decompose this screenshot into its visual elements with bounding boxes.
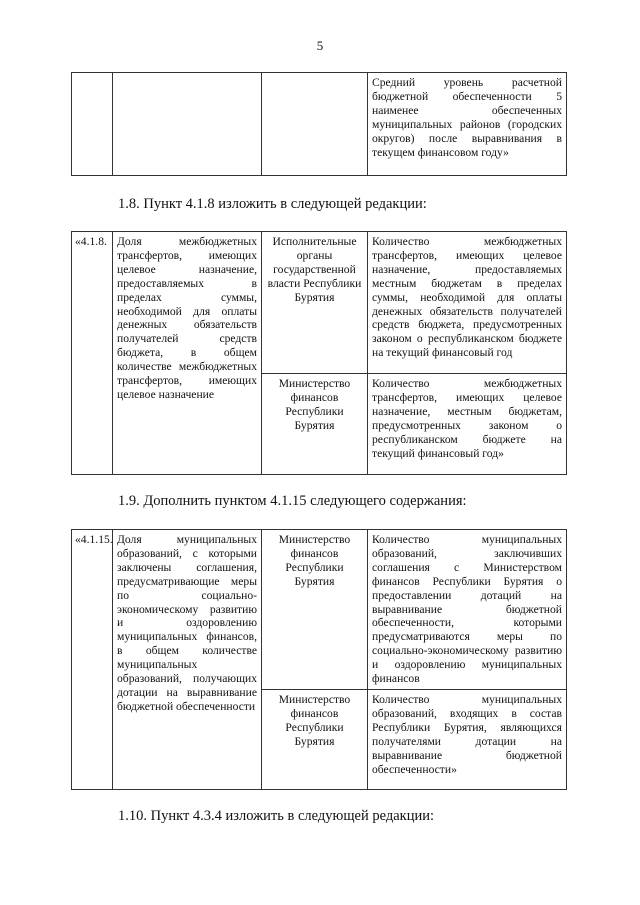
responsible-cell: Министерство финансов Республики Бурятия [262,374,368,475]
item-number: «4.1.15. [72,530,113,790]
formula-cell: Количество межбюджетных трансфертов, имеющих целевое назначение, местным бюджетам, предусмотренных законом о республиканском бюджете на текущий финансовый год» [368,374,567,475]
section-heading-1-8: 1.8. Пункт 4.1.8 изложить в следующей редакции: [118,196,427,212]
empty-cell [72,73,113,176]
responsible-cell: Министерство финансов Республики Бурятия [262,530,368,690]
page-number: 5 [316,38,324,53]
table-4-1-8 [71,231,567,475]
table-4-1-15 [71,529,567,790]
indicator-cell: Доля муниципальных образований, с которыми заключены соглашения, предусматривающие меры по социально-экономическому развитию и оздоровлению муниципальных финансов, в общем количестве муниципальных образований, получающих дотации на выравнивание бюджетной обеспеченности [113,530,262,790]
formula-cell: Количество межбюджетных трансфертов, имеющих целевое назначение, предоставляемых местным бюджетам в пределах суммы, необходимой для оплаты денежных обязательств получателей средств бюджета, предусмотренных законом о республиканском бюджете на текущий финансовый год [368,232,567,374]
section-heading-1-10: 1.10. Пункт 4.3.4 изложить в следующей редакции: [118,808,435,824]
formula-cell: Количество муниципальных образований, заключивших соглашения с Министерством финансов Республики Бурятия о предоставлении дотаций на выравнивание бюджетной обеспеченности, которыми предусматриваются меры по социально-экономическому развитию и оздоровлению муниципальных финансов [368,530,567,690]
continuation-table [71,72,567,176]
section-heading-1-9: 1.9. Дополнить пунктом 4.1.15 следующего содержания: [118,493,467,509]
item-number: «4.1.8. [72,232,113,475]
empty-cell [262,73,368,176]
empty-cell [113,73,262,176]
responsible-cell: Министерство финансов Республики Бурятия [262,689,368,789]
formula-cell: Количество муниципальных образований, входящих в состав Республики Бурятия, являющихся получателями дотации на выравнивание бюджетной обеспеченности» [368,689,567,789]
responsible-cell: Исполнительные органы государственной власти Республики Бурятия [262,232,368,374]
formula-cell: Средний уровень расчетной бюджетной обеспеченности 5 наименее обеспеченных муниципальных районов (городских округов) после выравнивания в текущем финансовом году» [368,73,567,176]
indicator-cell: Доля межбюджетных трансфертов, имеющих целевое назначение, предоставляемых в пределах суммы, необходимой для оплаты денежных обязательств получателей средств бюджета, в общем количестве межбюджетных трансфертов, имеющих целевое назначение [113,232,262,475]
